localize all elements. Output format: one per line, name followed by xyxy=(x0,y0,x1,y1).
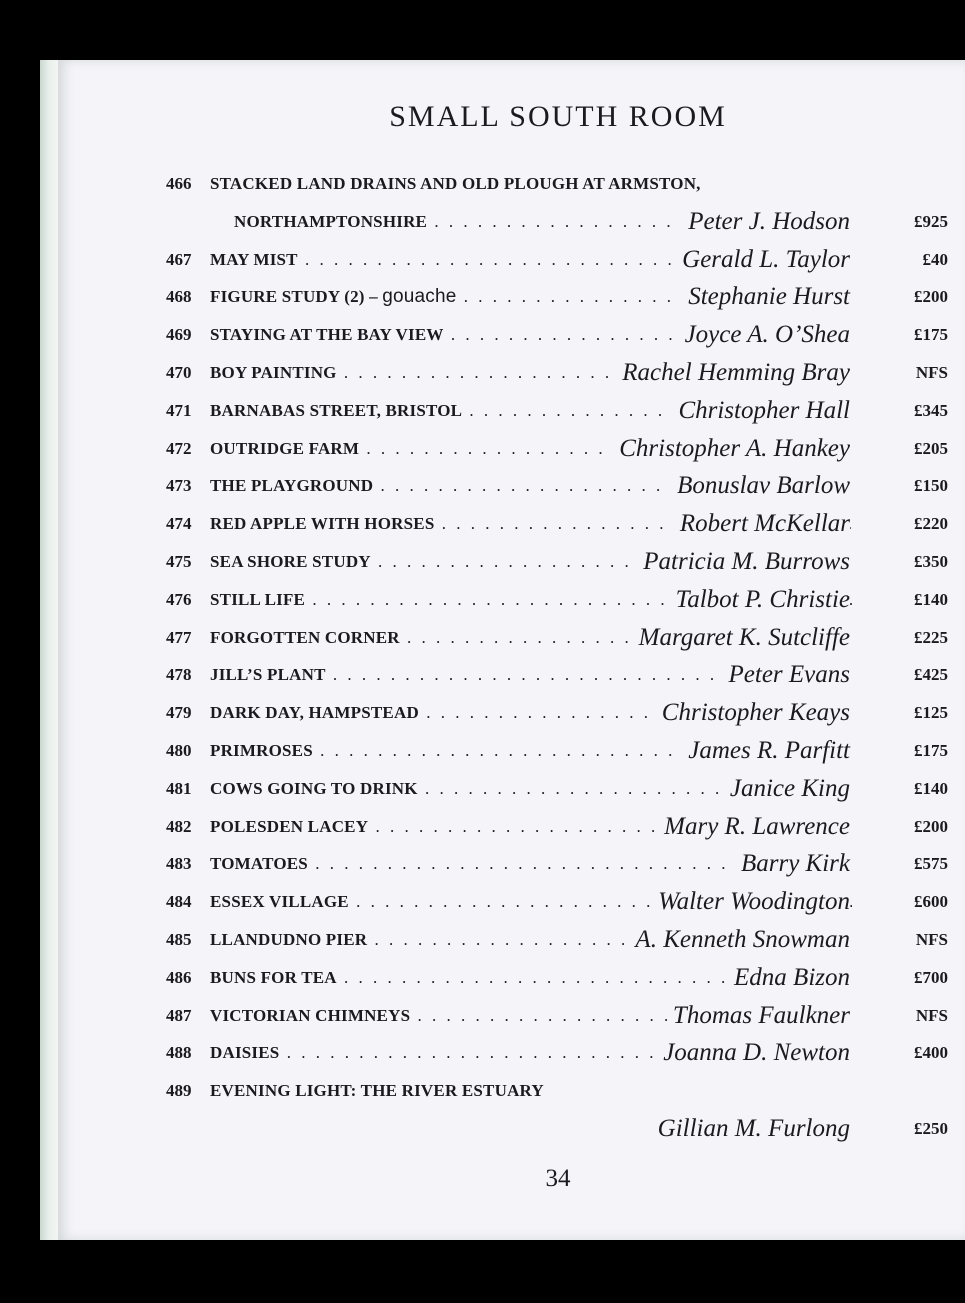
catalogue-entry xyxy=(166,430,948,468)
entry-artist: Robert McKellar xyxy=(674,505,850,543)
entry-artist: Thomas Faulkner xyxy=(667,997,850,1035)
entry-artist: A. Kenneth Snowman xyxy=(629,921,850,959)
entry-artist: Janice King xyxy=(724,770,850,808)
catalogue-entry xyxy=(166,883,948,921)
catalogue-entries xyxy=(166,165,948,1148)
entry-title-text: COWS GOING TO DRINK xyxy=(210,778,418,798)
entry-number: 479 xyxy=(166,703,192,723)
entry-price: NFS xyxy=(915,929,948,949)
entry-number: 483 xyxy=(166,854,192,874)
entry-number: 476 xyxy=(166,589,192,609)
entry-artist: Peter J. Hodson xyxy=(682,203,850,241)
entry-price: £175 xyxy=(914,740,948,760)
entry-price: £400 xyxy=(914,1043,948,1063)
entry-artist: Bonuslav Barlow xyxy=(671,467,850,505)
entry-artist: Rachel Hemming Bray xyxy=(616,354,850,392)
entry-price: NFS xyxy=(915,362,948,382)
entry-artist: Peter Evans xyxy=(723,656,850,694)
entry-number: 474 xyxy=(166,514,192,534)
entry-price: £175 xyxy=(914,325,948,345)
page-heading: SMALL SOUTH ROOM xyxy=(389,100,727,133)
entry-title-text: VICTORIAN CHIMNEYS xyxy=(210,1005,411,1025)
entry-number: 488 xyxy=(166,1043,192,1063)
entry-title-text: FORGOTTEN CORNER xyxy=(210,627,400,647)
entry-artist: Christopher Keays xyxy=(656,694,850,732)
entry-artist: Gerald L. Taylor xyxy=(676,241,850,279)
entry-price: £205 xyxy=(914,438,948,458)
entry-artist: Patricia M. Burrows xyxy=(637,543,850,581)
entry-price: £225 xyxy=(914,627,948,647)
entry-artist: Christopher Hall xyxy=(672,392,850,430)
catalogue-entry xyxy=(166,203,948,241)
entry-title-text: DARK DAY, HAMPSTEAD xyxy=(210,703,419,723)
catalogue-entry xyxy=(166,316,948,354)
entry-number: 477 xyxy=(166,627,192,647)
entry-number: 484 xyxy=(166,892,192,912)
entry-title-text: BUNS FOR TEA xyxy=(210,967,337,987)
entry-price: £200 xyxy=(914,816,948,836)
entry-title-text: JILL’S PLANT xyxy=(210,665,326,685)
entry-number: 469 xyxy=(166,325,192,345)
entry-number: 470 xyxy=(166,362,192,382)
entry-title-text: LLANDUDNO PIER xyxy=(210,929,368,949)
entry-title-text: ESSEX VILLAGE xyxy=(210,892,349,912)
entry-title-text: EVENING LIGHT: THE RIVER ESTUARY xyxy=(210,1081,544,1101)
entry-title-text: MAY MIST xyxy=(210,249,298,269)
entry-title-text: NORTHAMPTONSHIRE xyxy=(234,211,428,231)
entry-number: 485 xyxy=(166,929,192,949)
entry-price: £600 xyxy=(914,892,948,912)
entry-title-text: PRIMROSES xyxy=(210,740,313,760)
entry-price: £425 xyxy=(914,665,948,685)
entry-number: 472 xyxy=(166,438,192,458)
entry-price: £140 xyxy=(914,778,948,798)
entry-number: 486 xyxy=(166,967,192,987)
entry-price: £350 xyxy=(914,551,948,571)
catalogue-entry xyxy=(166,959,948,997)
catalogue-entry xyxy=(166,543,948,581)
catalogue-entry xyxy=(166,581,948,619)
entry-title-text: STAYING AT THE BAY VIEW xyxy=(210,325,444,345)
catalogue-entry xyxy=(166,467,948,505)
entry-title-text: DAISIES xyxy=(210,1043,280,1063)
entry-title-text: THE PLAYGROUND xyxy=(210,476,374,496)
entry-artist: Walter Woodington xyxy=(652,883,850,921)
catalogue-entry xyxy=(166,770,948,808)
entry-number: 467 xyxy=(166,249,192,269)
entry-price: £925 xyxy=(914,211,948,231)
entry-title-text: STACKED LAND DRAINS AND OLD PLOUGH AT ARMSTON, xyxy=(210,174,701,193)
entry-number: 489 xyxy=(166,1081,192,1101)
entry-price: £345 xyxy=(914,400,948,420)
catalogue-entry xyxy=(166,619,948,657)
entry-price: £200 xyxy=(914,287,948,307)
catalogue-entry xyxy=(166,165,948,203)
catalogue-entry xyxy=(166,278,948,316)
entry-title-text: SEA SHORE STUDY xyxy=(210,551,371,571)
entry-number: 466 xyxy=(166,174,192,193)
catalogue-entry xyxy=(166,808,948,846)
entry-title-text: TOMATOES xyxy=(210,854,308,874)
entry-number: 475 xyxy=(166,551,192,571)
entry-title-text: STILL LIFE xyxy=(210,589,306,609)
catalogue-entry xyxy=(166,732,948,770)
page-number: 34 xyxy=(545,1165,571,1192)
entry-artist: Margaret K. Sutcliffe xyxy=(633,619,850,657)
catalogue-entry xyxy=(166,392,948,430)
entry-artist: Gillian M. Furlong xyxy=(652,1110,850,1148)
catalogue-entry xyxy=(166,694,948,732)
entry-number: 468 xyxy=(166,287,192,307)
entry-number: 473 xyxy=(166,476,192,496)
catalogue-entry xyxy=(166,1072,948,1110)
entry-title-text: BOY PAINTING xyxy=(210,362,337,382)
entry-title xyxy=(210,1072,852,1110)
entry-price: £140 xyxy=(914,589,948,609)
catalogue-page xyxy=(58,60,965,1240)
entry-title-text: RED APPLE WITH HORSES xyxy=(210,514,435,534)
catalogue-entry xyxy=(166,1034,948,1072)
entry-price: £40 xyxy=(922,249,948,269)
entry-number: 481 xyxy=(166,778,192,798)
entry-artist: Edna Bizon xyxy=(728,959,850,997)
entry-artist: Mary R. Lawrence xyxy=(658,808,850,846)
catalogue-entry xyxy=(166,921,948,959)
entry-number: 482 xyxy=(166,816,192,836)
entry-artist: Talbot P. Christie xyxy=(670,581,850,619)
entry-medium: gouache xyxy=(382,286,457,308)
entry-title-text: OUTRIDGE FARM xyxy=(210,438,360,458)
entry-price: £700 xyxy=(914,967,948,987)
entry-price: £575 xyxy=(914,854,948,874)
entry-number: 471 xyxy=(166,400,192,420)
entry-price: £250 xyxy=(914,1118,948,1138)
entry-artist: Stephanie Hurst xyxy=(682,278,850,316)
entry-artist: Joanna D. Newton xyxy=(657,1034,850,1072)
entry-title xyxy=(210,165,852,203)
catalogue-entry xyxy=(166,1110,948,1148)
entry-number: 480 xyxy=(166,740,192,760)
entry-price: £125 xyxy=(914,703,948,723)
catalogue-entry xyxy=(166,997,948,1035)
catalogue-entry xyxy=(166,845,948,883)
entry-title-text: POLESDEN LACEY xyxy=(210,816,369,836)
catalogue-entry xyxy=(166,505,948,543)
entry-price: NFS xyxy=(915,1005,948,1025)
entry-title-text: FIGURE STUDY (2) – xyxy=(210,287,383,307)
entry-artist: James R. Parfitt xyxy=(682,732,850,770)
catalogue-entry xyxy=(166,354,948,392)
entry-artist: Christopher A. Hankey xyxy=(613,430,850,468)
entry-artist: Joyce A. O’Shea xyxy=(679,316,850,354)
entry-price: £220 xyxy=(914,514,948,534)
catalogue-entry xyxy=(166,656,948,694)
entry-number: 478 xyxy=(166,665,192,685)
entry-number: 487 xyxy=(166,1005,192,1025)
entry-title-text: BARNABAS STREET, BRISTOL xyxy=(210,400,463,420)
entry-artist: Barry Kirk xyxy=(735,845,850,883)
catalogue-entry xyxy=(166,241,948,279)
entry-price: £150 xyxy=(914,476,948,496)
